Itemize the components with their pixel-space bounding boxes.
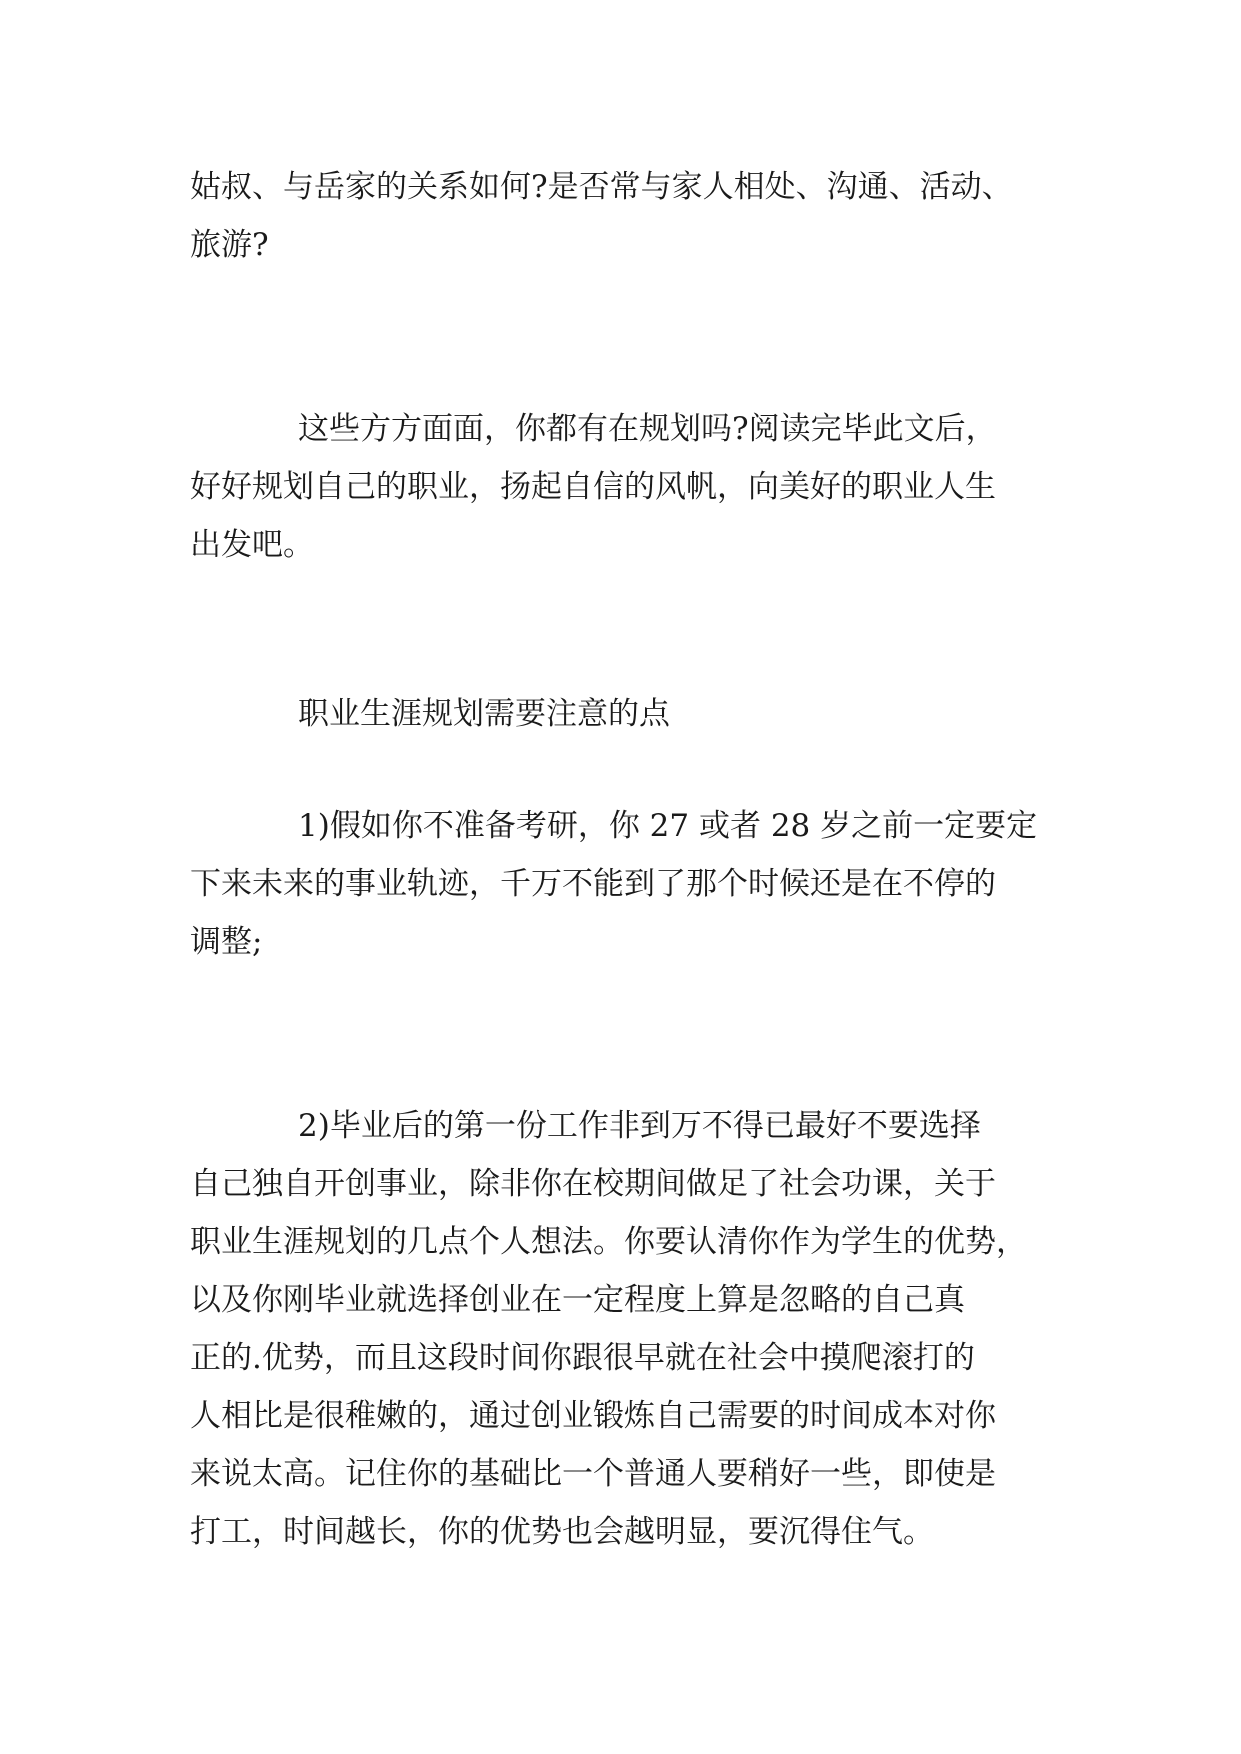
heading-text: 职业生涯规划需要注意的点 bbox=[298, 696, 670, 732]
paragraph-line: 正的.优势，而且这段时间你跟很早就在社会中摸爬滚打的 bbox=[190, 1340, 975, 1376]
paragraph-line: 好好规划自己的职业，扬起自信的风帆，向美好的职业人生 bbox=[190, 469, 996, 505]
paragraph-line: 1)假如你不准备考研，你 27 或者 28 岁之前一定要定 bbox=[298, 808, 1038, 844]
paragraph-planning-call bbox=[190, 400, 1065, 574]
paragraph-family-relations bbox=[190, 158, 1065, 274]
paragraph-line: 旅游? bbox=[190, 227, 269, 263]
paragraph-line: 职业生涯规划的几点个人想法。你要认清你作为学生的优势， bbox=[190, 1224, 1027, 1260]
section-heading bbox=[190, 685, 1065, 743]
paragraph-point-1 bbox=[190, 797, 1065, 971]
paragraph-line: 来说太高。记住你的基础比一个普通人要稍好一些，即使是 bbox=[190, 1456, 996, 1492]
paragraph-line: 出发吧。 bbox=[190, 527, 314, 563]
paragraph-line: 调整; bbox=[190, 924, 263, 960]
paragraph-line: 姑叔、与岳家的关系如何?是否常与家人相处、沟通、活动、 bbox=[190, 169, 1013, 205]
paragraph-point-2 bbox=[190, 1097, 1065, 1561]
paragraph-line: 自己独自开创事业，除非你在校期间做足了社会功课，关于 bbox=[190, 1166, 996, 1202]
paragraph-line: 2)毕业后的第一份工作非到万不得已最好不要选择 bbox=[298, 1108, 981, 1144]
paragraph-line: 以及你刚毕业就选择创业在一定程度上算是忽略的自己真 bbox=[190, 1282, 965, 1318]
paragraph-line: 下来未来的事业轨迹，千万不能到了那个时候还是在不停的 bbox=[190, 866, 996, 902]
paragraph-line: 这些方方面面，你都有在规划吗?阅读完毕此文后， bbox=[298, 411, 997, 447]
paragraph-line: 打工，时间越长，你的优势也会越明显，要沉得住气。 bbox=[190, 1514, 934, 1550]
paragraph-line: 人相比是很稚嫩的，通过创业锻炼自己需要的时间成本对你 bbox=[190, 1398, 996, 1434]
